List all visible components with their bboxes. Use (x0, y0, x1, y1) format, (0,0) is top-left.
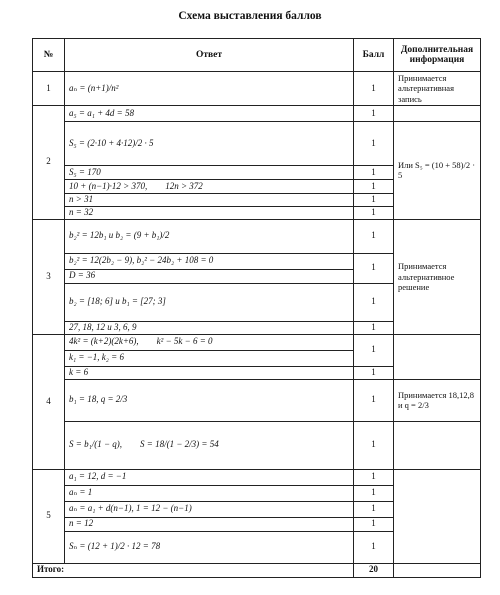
page-title: Схема выставления баллов (178, 10, 322, 22)
header-num: № (33, 39, 65, 72)
header-answer: Ответ (65, 39, 354, 72)
points-cell: 1 (354, 219, 394, 253)
answer-cell: n = 12 (65, 517, 354, 531)
answer-cell (65, 421, 354, 469)
table-row (33, 122, 481, 166)
task-number: 1 (33, 72, 65, 106)
table-row (33, 106, 481, 122)
points-cell: 1 (354, 469, 394, 485)
extra-info-cell: Или S₅ = (10 + 58)/2 · 5 (394, 122, 481, 220)
total-label: Итого: (33, 563, 354, 577)
points-cell: 1 (354, 72, 394, 106)
extra-info-cell (394, 421, 481, 469)
points-cell: 1 (354, 531, 394, 563)
answer-cell: 27, 18, 12 и 3, 6, 9 (65, 321, 354, 334)
table-row (33, 334, 481, 350)
points-cell: 1 (354, 283, 394, 321)
points-cell: 1 (354, 194, 394, 207)
answer-cell: S₅ = (2·10 + 4·12)/2 · 5 (65, 122, 354, 166)
answer-cell: S₅ = 170 (65, 166, 354, 180)
total-extra-cell (394, 563, 481, 577)
answer-cell (65, 334, 354, 350)
extra-info-cell (394, 106, 481, 122)
points-cell: 1 (354, 106, 394, 122)
task-number: 4 (33, 334, 65, 469)
table-row (33, 421, 481, 469)
answer-cell: aₙ = a₁ + d(n−1), 1 = 12 − (n−1) (65, 501, 354, 517)
table-row (33, 469, 481, 485)
answer-cell: aₙ = 1 (65, 485, 354, 501)
points-cell: 1 (354, 485, 394, 501)
points-cell: 1 (354, 180, 394, 194)
header-row (33, 39, 481, 72)
answer-cell: b₂² = 12b₁ и b₂ = (9 + b₁)/2 (65, 219, 354, 253)
extra-info-cell (394, 334, 481, 379)
extra-info-cell: Принимается 18,12,8 и q = 2/3 (394, 379, 481, 421)
answer-part: 10 + (n−1)·12 > 370, (69, 180, 148, 191)
table-row (33, 219, 481, 253)
answer-part: S = 18/(1 − 2/3) = 54 (140, 439, 219, 450)
points-cell: 1 (354, 253, 394, 283)
header-extra: Дополнительная информация (394, 39, 481, 72)
points-cell: 1 (354, 166, 394, 180)
answer-part: k² − 5k − 6 = 0 (156, 336, 213, 347)
answer-cell: D = 36 (65, 269, 354, 283)
answer-cell: n = 32 (65, 206, 354, 219)
header-points: Балл (354, 39, 394, 72)
points-cell: 1 (354, 366, 394, 379)
table-row (33, 72, 481, 106)
points-cell: 1 (354, 206, 394, 219)
answer-cell: k₁ = −1, k₂ = 6 (65, 350, 354, 366)
answer-part: 12n > 372 (165, 180, 203, 191)
answer-cell: aₙ = (n+1)/n² (65, 72, 354, 106)
answer-cell (65, 180, 354, 194)
points-cell: 1 (354, 517, 394, 531)
task-number: 2 (33, 106, 65, 220)
answer-cell: n > 31 (65, 194, 354, 207)
points-cell: 1 (354, 421, 394, 469)
points-cell: 1 (354, 334, 394, 366)
task-number: 5 (33, 469, 65, 563)
total-row (33, 563, 481, 577)
table-row (33, 379, 481, 421)
answer-part: S = b₁/(1 − q), (69, 439, 123, 450)
total-points: 20 (354, 563, 394, 577)
grading-table (32, 38, 481, 578)
extra-info-cell (394, 469, 481, 563)
extra-info-cell: Принимается альтернативное решение (394, 219, 481, 334)
points-cell: 1 (354, 379, 394, 421)
answer-cell: k = 6 (65, 366, 354, 379)
extra-info-cell: Принимается альтернативная запись (394, 72, 481, 106)
answer-cell: b₂² = 12(2b₂ − 9), b₂² − 24b₂ + 108 = 0 (65, 253, 354, 269)
task-number: 3 (33, 219, 65, 334)
answer-cell: Sₙ = (12 + 1)/2 · 12 = 78 (65, 531, 354, 563)
points-cell: 1 (354, 321, 394, 334)
answer-cell: b₁ = 18, q = 2/3 (65, 379, 354, 421)
answer-cell: b₂ = [18; 6] и b₁ = [27; 3] (65, 283, 354, 321)
answer-cell: a₁ = 12, d = −1 (65, 469, 354, 485)
answer-part: 4k² = (k+2)(2k+6), (69, 336, 139, 347)
points-cell: 1 (354, 501, 394, 517)
points-cell: 1 (354, 122, 394, 166)
answer-cell: a₅ = a₁ + 4d = 58 (65, 106, 354, 122)
